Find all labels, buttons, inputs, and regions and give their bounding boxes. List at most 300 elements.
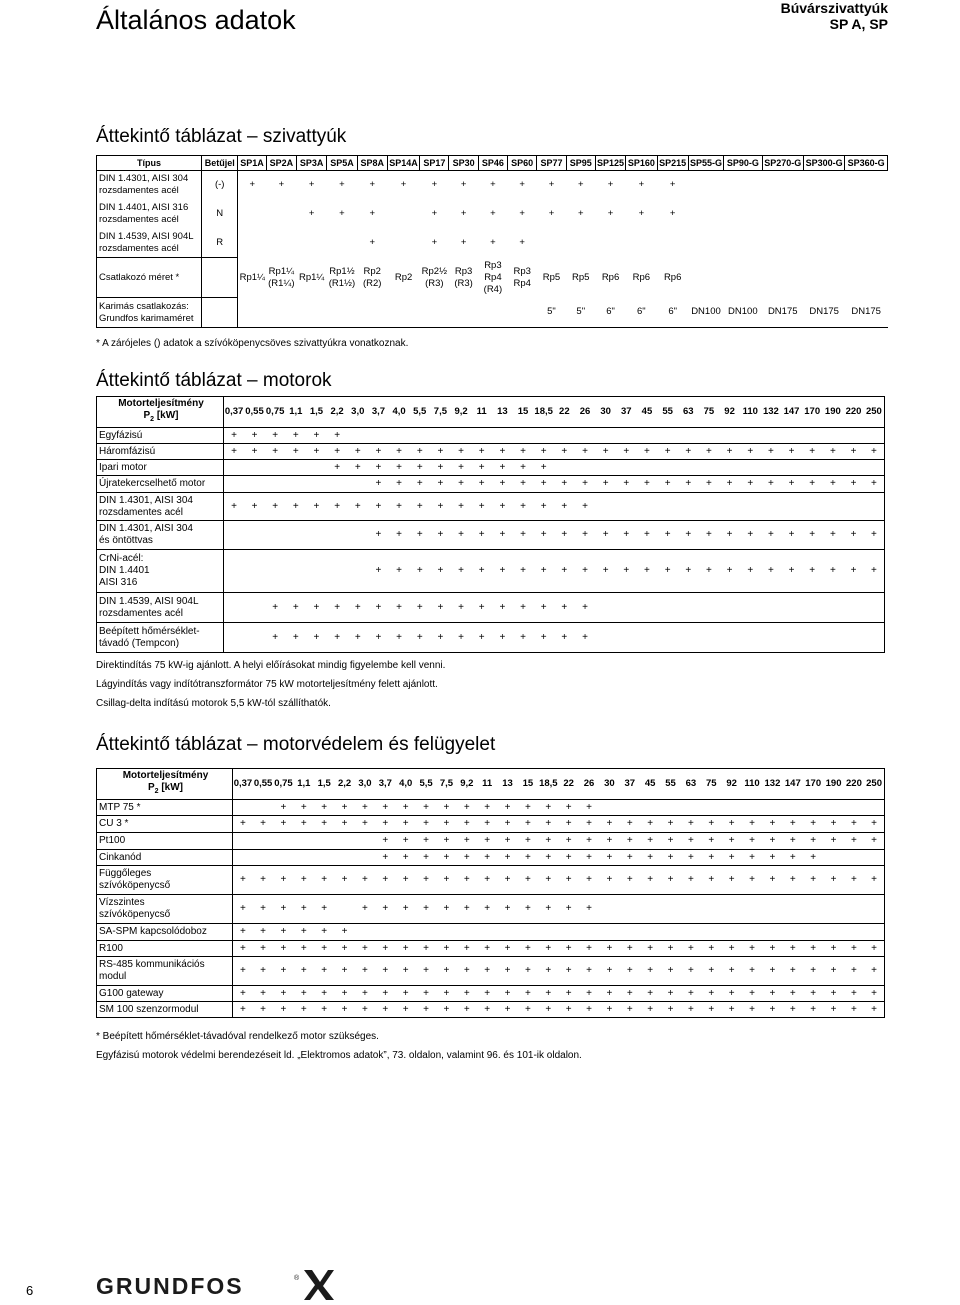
- mark-cell: +: [224, 444, 245, 460]
- power-value: 26: [575, 397, 596, 428]
- mark-cell: +: [844, 833, 864, 850]
- mark-cell: +: [595, 444, 616, 460]
- mark-cell: +: [783, 816, 803, 833]
- mark-cell: +: [740, 521, 761, 550]
- row-label: DIN 1.4301, AISI 304 rozsdamentes acél: [97, 171, 202, 200]
- mark-cell: +: [637, 476, 658, 493]
- power-value: 55: [657, 397, 678, 428]
- svg-text:GRUNDFOS: GRUNDFOS: [96, 1273, 244, 1299]
- mark-cell: [823, 924, 843, 941]
- mark-cell: [224, 460, 245, 476]
- mark-cell: [224, 550, 245, 593]
- table-cell: [266, 229, 296, 258]
- mark-cell: +: [294, 941, 314, 957]
- table-cell: +: [400, 179, 407, 191]
- mark-cell: +: [471, 460, 492, 476]
- table-row: [97, 941, 885, 957]
- mark-cell: [273, 833, 293, 850]
- row-label: DIN 1.4301, AISI 304 rozsdamentes acél: [97, 493, 224, 521]
- mark-cell: [285, 476, 306, 493]
- table-row: [97, 444, 885, 460]
- mark-cell: +: [640, 850, 660, 866]
- power-value: 3,7: [375, 769, 395, 800]
- power-value: 63: [678, 397, 699, 428]
- mark-cell: [844, 924, 864, 941]
- mark-cell: +: [575, 521, 596, 550]
- mark-cell: +: [579, 1002, 599, 1018]
- mark-cell: +: [334, 866, 354, 895]
- mark-cell: [802, 493, 823, 521]
- mark-cell: [430, 428, 451, 444]
- power-value: 2,2: [334, 769, 354, 800]
- power-value: 18,5: [533, 397, 554, 428]
- mark-cell: +: [781, 521, 802, 550]
- mark-cell: +: [396, 850, 416, 866]
- table-cell: Rp6: [663, 271, 682, 283]
- mark-cell: +: [761, 550, 782, 593]
- mark-cell: [657, 593, 678, 623]
- mark-cell: +: [389, 493, 410, 521]
- power-value: 37: [616, 397, 637, 428]
- mark-cell: [823, 493, 844, 521]
- mark-cell: [265, 460, 286, 476]
- power-value: 1,5: [306, 397, 327, 428]
- power-value: 0,37: [224, 397, 245, 428]
- table-cell: Rp2½ (R3): [421, 265, 448, 289]
- mark-cell: +: [355, 941, 375, 957]
- mark-cell: +: [513, 521, 534, 550]
- mark-cell: +: [347, 593, 368, 623]
- mark-cell: [637, 623, 658, 653]
- column-header-pump: SP300-G: [803, 156, 844, 171]
- mark-cell: +: [637, 521, 658, 550]
- mark-cell: [375, 924, 395, 941]
- mark-cell: +: [803, 1002, 823, 1018]
- mark-cell: +: [355, 986, 375, 1002]
- mark-cell: [327, 476, 348, 493]
- table-row: [97, 850, 885, 866]
- mark-cell: [781, 493, 802, 521]
- mark-cell: +: [681, 941, 701, 957]
- mark-cell: [740, 428, 761, 444]
- mark-cell: +: [533, 550, 554, 593]
- mark-cell: +: [781, 550, 802, 593]
- table-cell: [845, 171, 888, 200]
- mark-cell: +: [368, 521, 389, 550]
- mark-cell: +: [375, 816, 395, 833]
- mark-cell: [864, 460, 885, 476]
- mark-cell: +: [253, 816, 273, 833]
- power-value: 11: [471, 397, 492, 428]
- section-tag: [781, 0, 888, 32]
- power-value: 63: [681, 769, 701, 800]
- power-value: 7,5: [430, 397, 451, 428]
- mark-cell: +: [471, 476, 492, 493]
- table-row: [97, 1002, 885, 1018]
- table-cell: [803, 258, 844, 298]
- table-cell: [762, 171, 803, 200]
- mark-cell: [224, 521, 245, 550]
- mark-cell: [595, 460, 616, 476]
- column-header-pump: SP1A: [238, 156, 266, 171]
- power-value: 13: [492, 397, 513, 428]
- mark-cell: +: [740, 550, 761, 593]
- table-cell: +: [490, 208, 496, 219]
- mark-cell: +: [436, 866, 456, 895]
- mark-cell: +: [701, 941, 721, 957]
- table-row: [97, 460, 885, 476]
- table-cell: [420, 298, 449, 328]
- mark-cell: [657, 428, 678, 444]
- power-value: 4,0: [389, 397, 410, 428]
- grundfos-logo: [96, 1266, 336, 1300]
- table-cell: [238, 229, 266, 258]
- power-value: 190: [823, 397, 844, 428]
- mark-cell: +: [451, 476, 472, 493]
- mark-cell: +: [678, 550, 699, 593]
- table-row: [97, 550, 885, 593]
- mark-cell: [864, 850, 884, 866]
- mark-cell: +: [492, 493, 513, 521]
- mark-cell: +: [538, 866, 558, 895]
- mark-cell: +: [375, 833, 395, 850]
- mark-cell: +: [314, 895, 334, 924]
- mark-cell: +: [595, 550, 616, 593]
- table-cell: +: [519, 237, 525, 248]
- mark-cell: +: [657, 444, 678, 460]
- mark-cell: [823, 895, 843, 924]
- mark-cell: +: [783, 957, 803, 986]
- mark-cell: [722, 924, 742, 941]
- power-value: 45: [637, 397, 658, 428]
- power-value: 170: [803, 769, 823, 800]
- footnote: Csillag-delta indítású motorok 5,5 kW-tól szállíthatók.: [96, 698, 331, 709]
- mark-cell: +: [823, 957, 843, 986]
- mark-cell: +: [327, 623, 348, 653]
- table-row: [97, 428, 885, 444]
- mark-cell: +: [701, 866, 721, 895]
- mark-cell: +: [513, 444, 534, 460]
- mark-cell: +: [599, 1002, 619, 1018]
- power-value: 3,7: [368, 397, 389, 428]
- mark-cell: [844, 800, 864, 816]
- power-value: 18,5: [538, 769, 558, 800]
- table-cell: 6": [595, 298, 625, 328]
- mark-cell: [285, 521, 306, 550]
- table-cell: [508, 298, 537, 328]
- mark-cell: +: [396, 986, 416, 1002]
- mark-cell: [244, 623, 265, 653]
- mark-cell: [265, 521, 286, 550]
- mark-cell: [657, 623, 678, 653]
- table-cell: +: [431, 208, 438, 219]
- mark-cell: +: [471, 521, 492, 550]
- mark-cell: +: [781, 444, 802, 460]
- mark-cell: [416, 924, 436, 941]
- power-value: 0,75: [265, 397, 286, 428]
- power-header-label: [97, 769, 233, 800]
- mark-cell: +: [233, 924, 253, 941]
- row-label: Függőleges szívóköpenycső: [97, 866, 233, 895]
- mark-cell: +: [409, 460, 430, 476]
- mark-cell: +: [599, 833, 619, 850]
- mark-cell: +: [334, 924, 354, 941]
- table-cell: [803, 171, 844, 200]
- mark-cell: +: [843, 444, 864, 460]
- mark-cell: +: [660, 816, 680, 833]
- mark-cell: [595, 428, 616, 444]
- mark-cell: +: [802, 476, 823, 493]
- mark-cell: +: [660, 957, 680, 986]
- pumps-heading: Áttekintő táblázat – szivattyúk: [96, 126, 347, 147]
- table-cell: +: [548, 208, 555, 219]
- mark-cell: +: [599, 941, 619, 957]
- mark-cell: +: [657, 476, 678, 493]
- row-label: Újratekercselhető motor: [97, 476, 224, 493]
- power-value: 110: [740, 397, 761, 428]
- mark-cell: [637, 460, 658, 476]
- power-value: 0,75: [273, 769, 293, 800]
- power-header-sub: 2: [154, 788, 159, 795]
- mark-cell: +: [457, 833, 477, 850]
- mark-cell: [719, 460, 740, 476]
- mark-cell: +: [368, 550, 389, 593]
- table-cell: +: [369, 237, 376, 248]
- table-row: [97, 866, 885, 895]
- mark-cell: [783, 924, 803, 941]
- mark-cell: +: [396, 833, 416, 850]
- mark-cell: [389, 428, 410, 444]
- mark-cell: +: [430, 460, 451, 476]
- column-header-pump: SP5A: [327, 156, 357, 171]
- mark-cell: +: [273, 957, 293, 986]
- table-cell: +: [519, 208, 525, 219]
- mark-cell: +: [409, 521, 430, 550]
- mark-cell: +: [451, 593, 472, 623]
- mark-cell: +: [722, 866, 742, 895]
- mark-cell: +: [389, 444, 410, 460]
- mark-cell: +: [595, 476, 616, 493]
- mark-cell: [781, 460, 802, 476]
- mark-cell: +: [355, 866, 375, 895]
- mark-cell: +: [375, 1002, 395, 1018]
- table-cell: Rp2: [394, 271, 413, 283]
- mark-cell: +: [355, 895, 375, 924]
- mark-cell: +: [803, 850, 823, 866]
- table-cell: [724, 171, 762, 200]
- mark-cell: [864, 623, 885, 653]
- mark-cell: +: [436, 833, 456, 850]
- table-cell: [762, 258, 803, 298]
- motors-table: [96, 396, 885, 653]
- power-header-title: Motorteljesítmény: [118, 398, 204, 409]
- mark-cell: +: [233, 866, 253, 895]
- mark-cell: +: [294, 957, 314, 986]
- mark-cell: +: [722, 816, 742, 833]
- mark-cell: +: [559, 957, 579, 986]
- mark-cell: +: [477, 816, 497, 833]
- mark-cell: +: [355, 1002, 375, 1018]
- power-value: 9,2: [457, 769, 477, 800]
- power-header-unit-suffix: [kW]: [154, 410, 179, 421]
- mark-cell: +: [559, 833, 579, 850]
- table-row: [97, 593, 885, 623]
- mark-cell: +: [451, 550, 472, 593]
- mark-cell: +: [430, 444, 451, 460]
- mark-cell: +: [471, 493, 492, 521]
- mark-cell: [637, 593, 658, 623]
- mark-cell: +: [844, 866, 864, 895]
- mark-cell: +: [224, 493, 245, 521]
- mark-cell: +: [722, 986, 742, 1002]
- mark-cell: +: [314, 866, 334, 895]
- mark-cell: +: [533, 493, 554, 521]
- mark-cell: +: [244, 444, 265, 460]
- mark-cell: +: [533, 521, 554, 550]
- row-code: [202, 258, 238, 298]
- mark-cell: +: [265, 444, 286, 460]
- mark-cell: [783, 895, 803, 924]
- mark-cell: +: [416, 816, 436, 833]
- mark-cell: [823, 623, 844, 653]
- table-cell: +: [460, 208, 467, 219]
- mark-cell: +: [513, 593, 534, 623]
- mark-cell: +: [864, 444, 885, 460]
- mark-cell: +: [579, 816, 599, 833]
- mark-cell: +: [554, 444, 575, 460]
- row-label: DIN 1.4301, AISI 304 és öntöttvas: [97, 521, 224, 550]
- motors-heading: Áttekintő táblázat – motorok: [96, 370, 332, 391]
- mark-cell: +: [457, 1002, 477, 1018]
- power-value: 2,2: [327, 397, 348, 428]
- power-value: 22: [559, 769, 579, 800]
- table-cell: [724, 258, 762, 298]
- mark-cell: +: [660, 986, 680, 1002]
- mark-cell: +: [347, 444, 368, 460]
- column-header-code: Betűjel: [202, 156, 238, 171]
- mark-cell: +: [436, 850, 456, 866]
- mark-cell: +: [416, 895, 436, 924]
- table-cell: Rp6: [632, 271, 651, 283]
- mark-cell: [497, 924, 517, 941]
- mark-cell: [681, 800, 701, 816]
- mark-cell: +: [233, 986, 253, 1002]
- mark-cell: [823, 850, 843, 866]
- mark-cell: [616, 623, 637, 653]
- mark-cell: +: [742, 941, 762, 957]
- table-cell: [688, 229, 723, 258]
- pumps-table: [96, 155, 888, 328]
- mark-cell: +: [742, 833, 762, 850]
- table-cell: [845, 258, 888, 298]
- mark-cell: +: [457, 866, 477, 895]
- mark-cell: +: [396, 800, 416, 816]
- mark-cell: +: [823, 986, 843, 1002]
- mark-cell: +: [375, 866, 395, 895]
- mark-cell: +: [761, 476, 782, 493]
- mark-cell: [802, 593, 823, 623]
- mark-cell: +: [497, 850, 517, 866]
- table-cell: Rp5: [572, 271, 590, 283]
- row-label: Csatlakozó méret *: [97, 258, 202, 298]
- mark-cell: +: [285, 593, 306, 623]
- mark-cell: +: [347, 460, 368, 476]
- mark-cell: [640, 800, 660, 816]
- table-cell: Rp1¼: [298, 271, 325, 283]
- mark-cell: +: [368, 593, 389, 623]
- mark-cell: [595, 493, 616, 521]
- table-cell: [688, 200, 723, 229]
- mark-cell: +: [620, 1002, 640, 1018]
- mark-cell: +: [518, 957, 538, 986]
- mark-cell: [616, 493, 637, 521]
- mark-cell: [224, 476, 245, 493]
- mark-cell: +: [864, 866, 884, 895]
- mark-cell: +: [436, 1002, 456, 1018]
- mark-cell: +: [492, 476, 513, 493]
- mark-cell: +: [368, 460, 389, 476]
- mark-cell: +: [533, 593, 554, 623]
- mark-cell: +: [451, 623, 472, 653]
- mark-cell: +: [375, 800, 395, 816]
- mark-cell: +: [554, 493, 575, 521]
- mark-cell: +: [334, 1002, 354, 1018]
- mark-cell: +: [823, 476, 844, 493]
- power-value: 0,37: [233, 769, 253, 800]
- mark-cell: +: [864, 833, 884, 850]
- mark-cell: [701, 924, 721, 941]
- mark-cell: [595, 593, 616, 623]
- mark-cell: [224, 593, 245, 623]
- mark-cell: [844, 850, 864, 866]
- mark-cell: [803, 800, 823, 816]
- column-header-pump: SP160: [626, 156, 657, 171]
- mark-cell: +: [575, 593, 596, 623]
- mark-cell: [253, 800, 273, 816]
- mark-cell: [657, 493, 678, 521]
- mark-cell: [244, 460, 265, 476]
- mark-cell: [783, 800, 803, 816]
- mark-cell: +: [314, 800, 334, 816]
- mark-cell: [781, 593, 802, 623]
- mark-cell: +: [451, 493, 472, 521]
- mark-cell: +: [477, 986, 497, 1002]
- power-value: 4,0: [396, 769, 416, 800]
- mark-cell: +: [579, 850, 599, 866]
- power-value: 147: [781, 397, 802, 428]
- mark-cell: [640, 924, 660, 941]
- mark-cell: [559, 924, 579, 941]
- mark-cell: +: [416, 986, 436, 1002]
- mark-cell: +: [701, 850, 721, 866]
- mark-cell: +: [864, 986, 884, 1002]
- table-cell: [845, 229, 888, 258]
- mark-cell: [396, 924, 416, 941]
- mark-cell: +: [409, 476, 430, 493]
- table-cell: +: [607, 179, 614, 191]
- mark-cell: +: [492, 460, 513, 476]
- mark-cell: +: [436, 957, 456, 986]
- mark-cell: +: [513, 623, 534, 653]
- table-row: [97, 521, 885, 550]
- power-value: 147: [783, 769, 803, 800]
- table-cell: +: [669, 179, 676, 191]
- mark-cell: [719, 493, 740, 521]
- mark-cell: [742, 800, 762, 816]
- mark-cell: +: [294, 895, 314, 924]
- mark-cell: +: [513, 476, 534, 493]
- column-header-pump: SP125: [595, 156, 625, 171]
